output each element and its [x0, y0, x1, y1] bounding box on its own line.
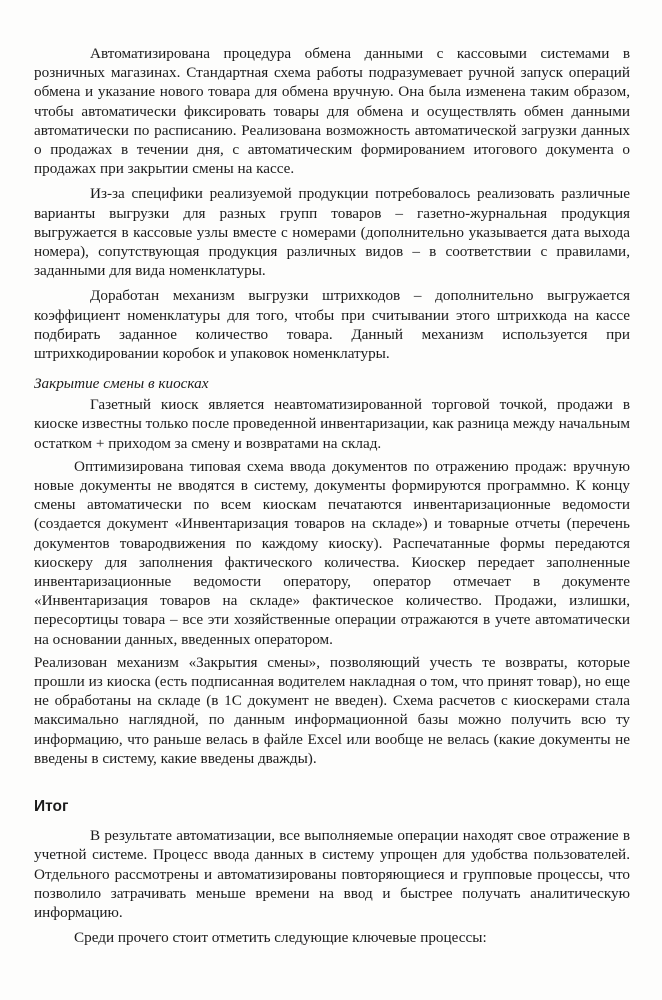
section-kiosk-shift: [34, 374, 630, 768]
section-kassa-exchange: [34, 44, 630, 363]
paragraph-kiosk-documents: Оптимизирована типовая схема ввода документов по отражению продаж: вручную новые документы не вводятся в систему, документы формируются программно. К концу смены автоматически по всем киоскам печатаются инвентаризационные ведомости (создается документ «Инвентаризация товаров на складе») и товарные отчеты (перечень документов товародвижения по каждому киоску). Распечатанные формы передаются киоскеру для заполнения фактического количества. Киоскер передает заполненные инвентаризационные ведомости оператору, оператор отмечает в документе «Инвентаризация товаров на складе» фактическое количество. Продажи, излишки, пересортицы товара – все эти хозяйственные операции отражаются в учете автоматически на основании данных, введенных оператором.: [34, 457, 630, 648]
paragraph-export-variants: Из-за специфики реализуемой продукции потребовалось реализовать различные варианты выгрузки для разных групп товаров – газетно-журнальная продукция выгружается в кассовые узлы вместе с номерами (дополнительно указывается дата выхода номера), сопутствующая продукция различных видов – в соответствии с правилами, заданными для вида номенклатуры.: [34, 185, 630, 280]
subheading-kiosk-shift: Закрытие смены в киосках: [34, 375, 209, 392]
paragraph-shift-closing: Реализован механизм «Закрытия смены», позволяющий учесть те возвраты, которые прошли из киоска (есть подписанная водителем накладная о том, что принят товар), но еще не обработаны на складе (в 1С документ не введен). Схема расчетов с киоскерами стала максимально наглядной, по данным информационной базы можно получить всю ту информацию, что раньше велась в файле Excel или вообще не велась (какие документы не введены в систему, какие введены дважды).: [34, 653, 630, 767]
paragraph-summary: В результате автоматизации, все выполняемые операции находят свое отражение в учетной системе. Процесс ввода данных в систему упрощен для удобства пользователей. Отдельного рассмотрены и автоматизированы повторяющиеся и групповые процессы, что позволило затрачивать меньше времени на ввод и быстрее получать аналитическую информацию.: [34, 827, 630, 922]
paragraph-kassa-exchange: Автоматизирована процедура обмена данными с кассовыми системами в розничных магазинах. Стандартная схема работы подразумевает ручной запуск операций обмена и указание нового товара для обмена вручную. Она была изменена таким образом, чтобы автоматически фиксировать товары для обмена и осуществлять обмен данными автоматически по расписанию. Реализована возможность автоматической загрузки данных о продажах в течении дня, с автоматическим формированием итогового документа о продажах при закрытии смены на кассе.: [34, 45, 630, 178]
section-summary: [34, 797, 630, 947]
heading-summary: Итог: [34, 798, 69, 815]
paragraph-barcodes: Доработан механизм выгрузки штрихкодов – дополнительно выгружается коэффициент номенклатуры для того, чтобы при считывании этого штрихкода на кассе подбирать заданное количество товара. Данный механизм используется при штрихкодировании коробок и упаковок номенклатуры.: [34, 287, 630, 363]
paragraph-kiosk-intro: Газетный киоск является неавтоматизированной торговой точкой, продажи в киоске известны только после проведенной инвентаризации, как разница между начальным остатком + приходом за смену и возвратами на склад.: [34, 396, 630, 452]
paragraph-key-processes: Среди прочего стоит отметить следующие ключевые процессы:: [74, 929, 487, 947]
